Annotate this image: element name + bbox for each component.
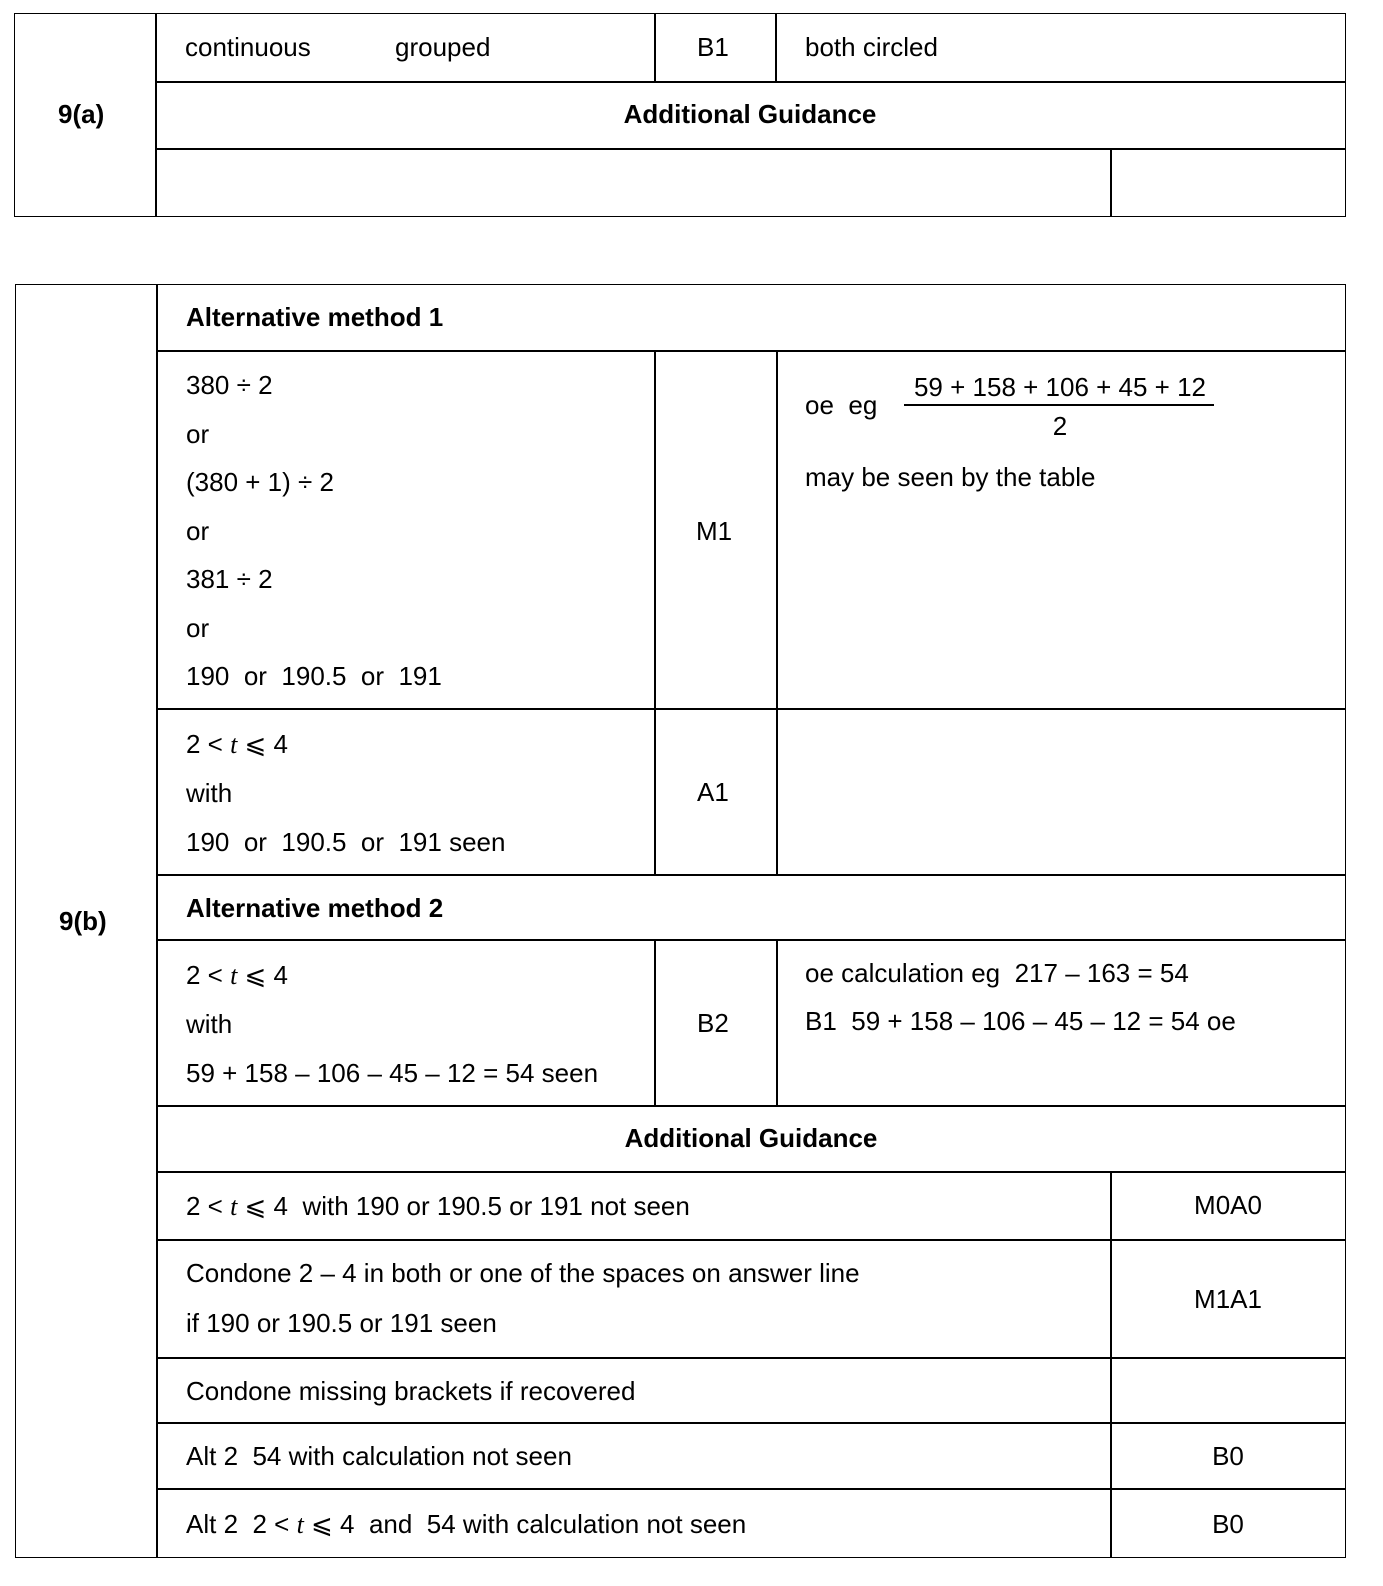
comment: oe calculation eg 217 – 163 = 54: [805, 958, 1189, 988]
mark: B1: [697, 32, 729, 62]
guidance-text: 2 < t ⩽ 4 with 190 or 190.5 or 191 not seen: [186, 1191, 690, 1221]
divider: [1110, 1171, 1112, 1558]
divider: [156, 874, 1346, 876]
working-line: 190 or 190.5 or 191 seen: [186, 827, 506, 857]
comment: both circled: [805, 32, 938, 62]
method-heading: Alternative method 2: [186, 893, 444, 923]
guidance-text: Alt 2 54 with calculation not seen: [186, 1441, 572, 1471]
divider: [776, 350, 778, 874]
working-line: or: [186, 516, 210, 546]
guidance-mark: M0A0: [1194, 1190, 1262, 1220]
divider: [654, 350, 656, 874]
comment: B1 59 + 158 – 106 – 45 – 12 = 54 oe: [805, 1006, 1236, 1036]
guidance-mark: M1A1: [1194, 1284, 1262, 1314]
divider: [156, 708, 1346, 710]
working-line: 381 ÷ 2: [186, 564, 273, 594]
answer-option: continuous: [185, 32, 311, 62]
divider: [156, 1171, 1346, 1173]
divider: [156, 1488, 1346, 1490]
working-line: or: [186, 613, 210, 643]
inequality: 2 < t ⩽ 4: [186, 729, 289, 759]
mark: A1: [697, 777, 729, 807]
divider: [654, 939, 656, 1105]
divider: [155, 81, 1345, 83]
divider: [156, 284, 158, 1558]
divider: [776, 939, 778, 1105]
working-line: 380 ÷ 2: [186, 370, 273, 400]
question-label: 9(a): [58, 99, 105, 129]
question-label: 9(b): [59, 906, 107, 936]
guidance-text: Alt 2 2 < t ⩽ 4 and 54 with calculation not seen: [186, 1509, 747, 1539]
divider: [155, 148, 1345, 150]
mark: B2: [697, 1008, 729, 1038]
divider: [775, 13, 777, 81]
guidance-heading: Additional Guidance: [623, 99, 877, 129]
divider: [654, 13, 656, 81]
comment: oe eg: [805, 390, 878, 420]
divider: [156, 1422, 1346, 1424]
mark: M1: [696, 516, 733, 546]
divider: [156, 1357, 1346, 1359]
inequality: 2 < t ⩽ 4: [186, 960, 289, 990]
working-line: (380 + 1) ÷ 2: [186, 467, 334, 497]
guidance-mark: B0: [1212, 1509, 1244, 1539]
divider: [156, 1239, 1346, 1241]
fraction-denominator: 2: [1052, 411, 1068, 441]
guidance-text: Condone missing brackets if recovered: [186, 1376, 636, 1406]
guidance-mark: B0: [1212, 1441, 1244, 1471]
answer-option: grouped: [395, 32, 491, 62]
divider: [156, 939, 1346, 941]
working-line: with: [186, 1009, 233, 1039]
fraction-bar: [904, 404, 1214, 406]
divider: [156, 350, 1346, 352]
working-line: 59 + 158 – 106 – 45 – 12 = 54 seen: [186, 1058, 599, 1088]
comment: may be seen by the table: [805, 462, 1096, 492]
guidance-heading: Additional Guidance: [624, 1123, 878, 1153]
guidance-text: if 190 or 190.5 or 191 seen: [186, 1308, 497, 1338]
working-line: 190 or 190.5 or 191: [186, 661, 442, 691]
guidance-text: Condone 2 – 4 in both or one of the spaces on answer line: [186, 1258, 860, 1288]
fraction-numerator: 59 + 158 + 106 + 45 + 12: [913, 372, 1207, 402]
divider: [156, 1105, 1346, 1107]
method-heading: Alternative method 1: [186, 302, 444, 332]
divider: [1110, 148, 1112, 217]
working-line: or: [186, 419, 210, 449]
working-line: with: [186, 778, 233, 808]
